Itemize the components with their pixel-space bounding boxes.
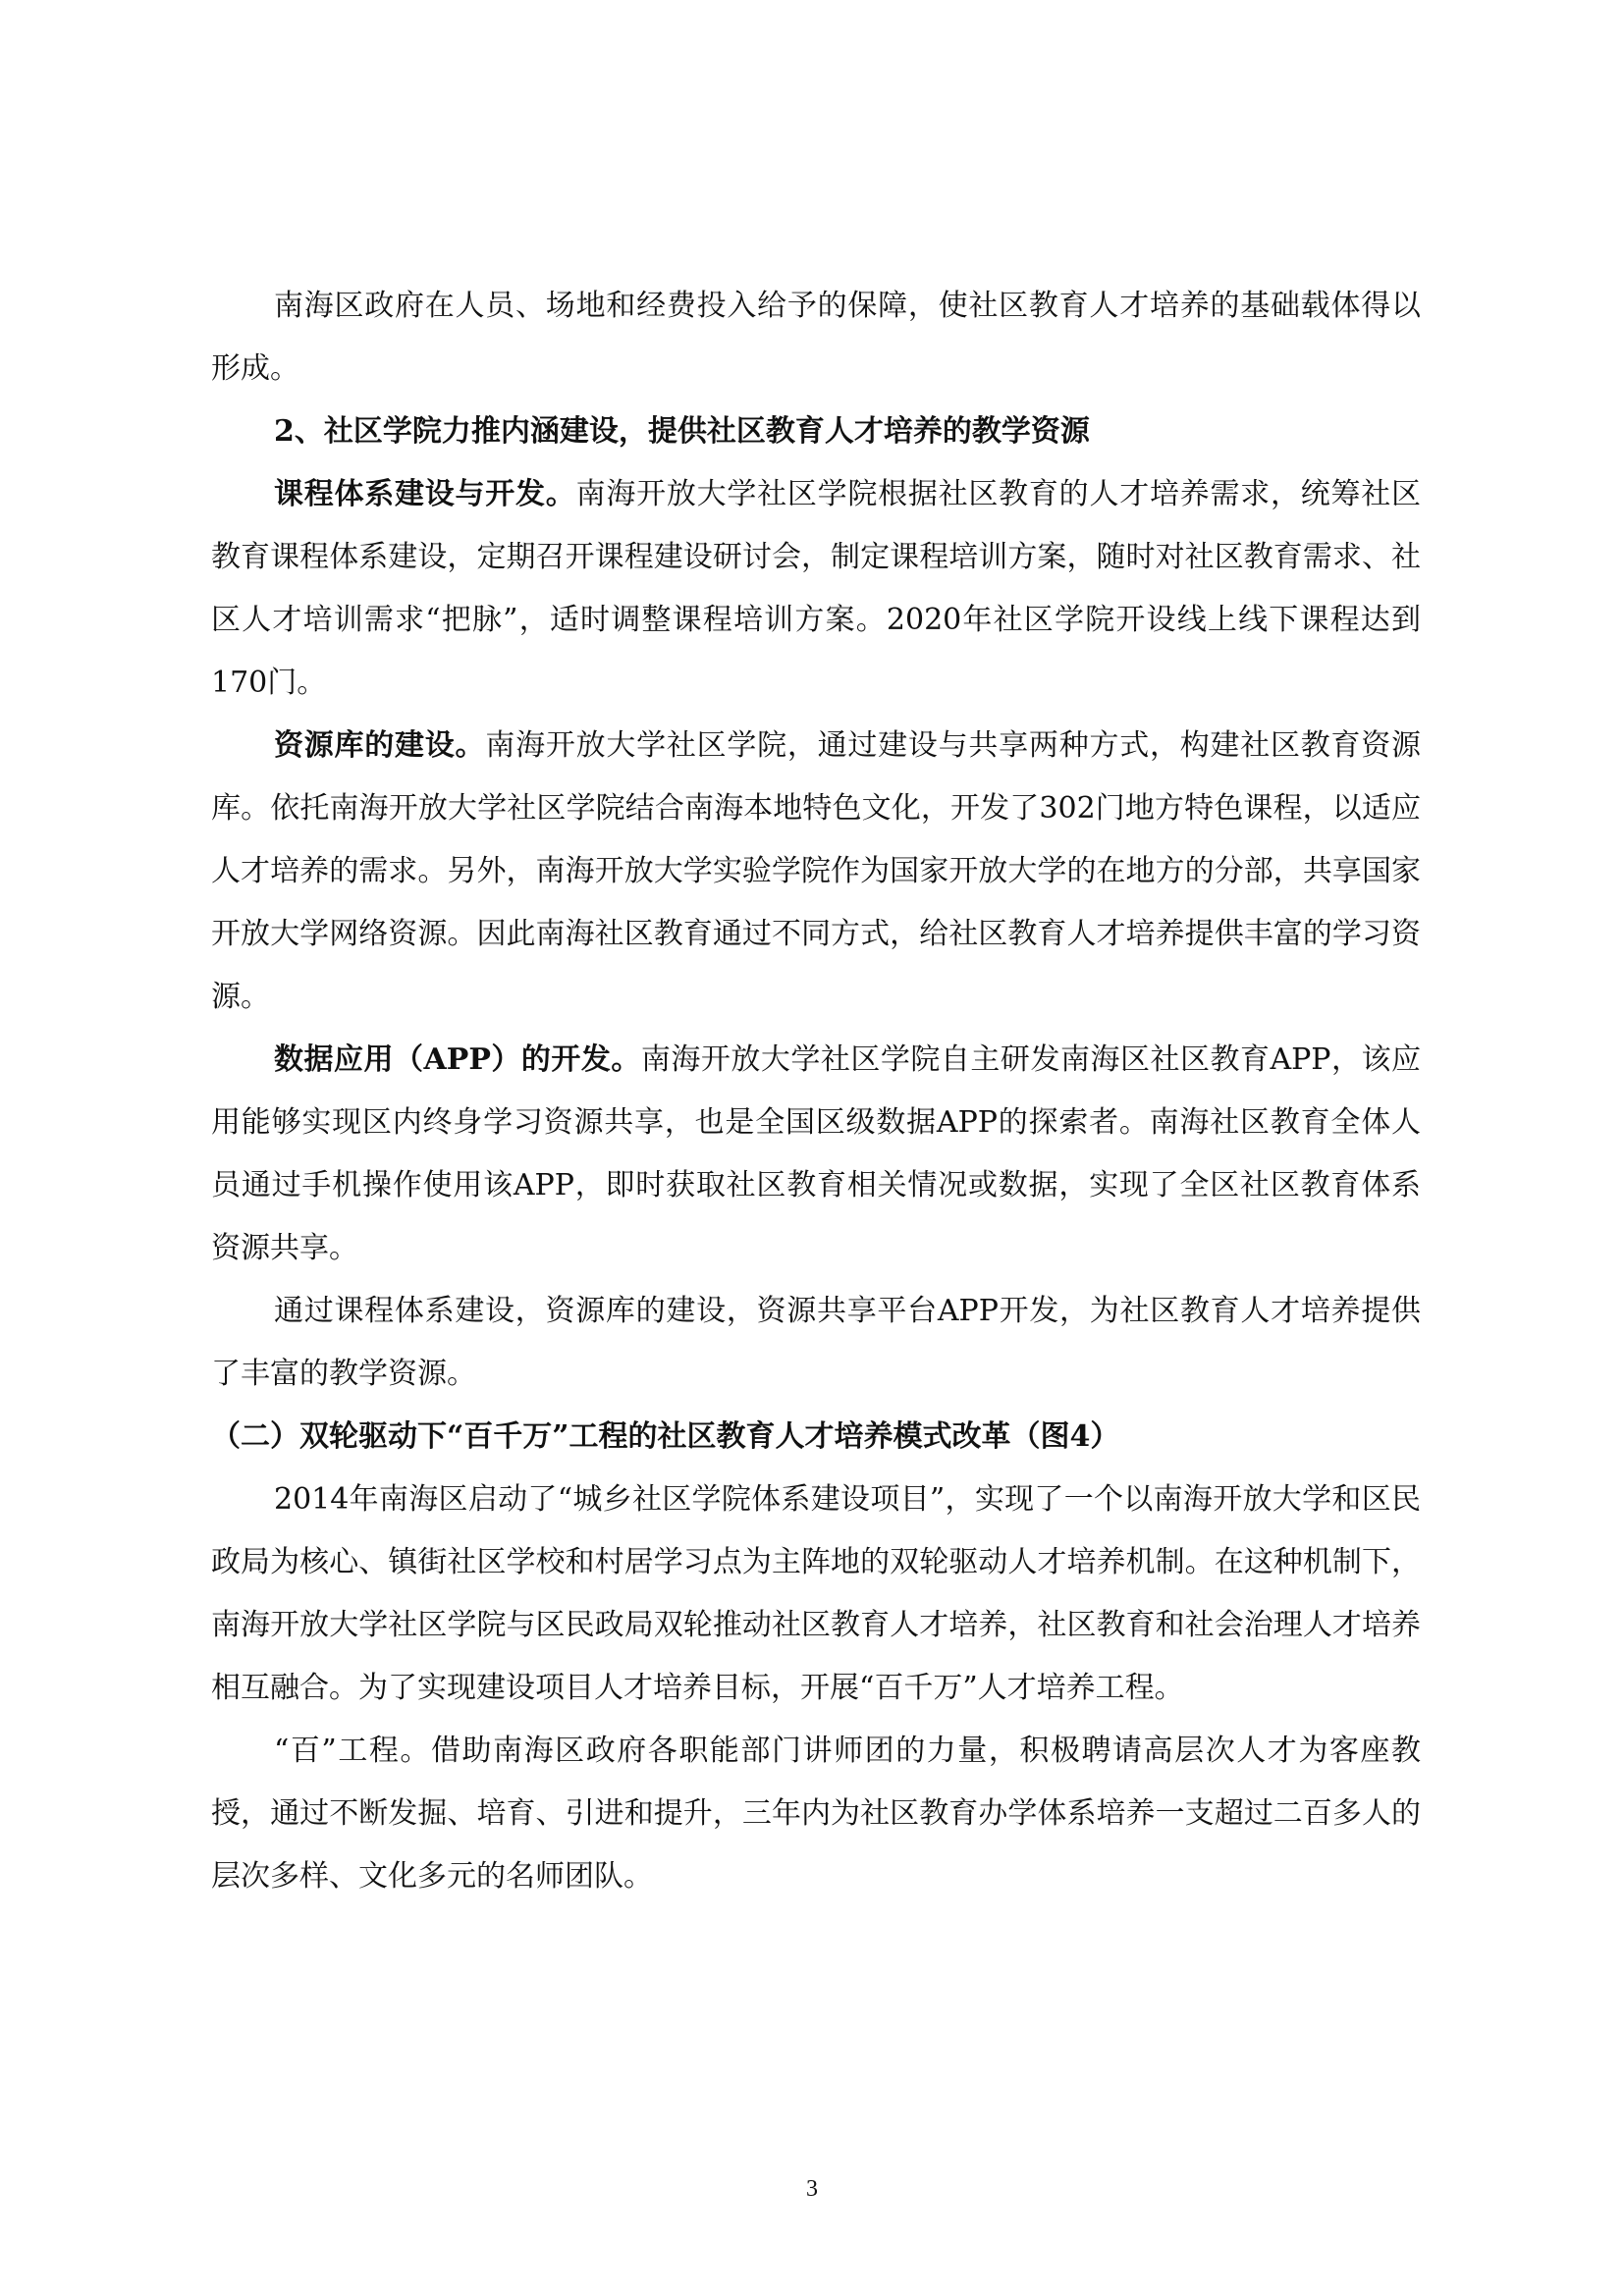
paragraph-government-support: 南海区政府在人员、场地和经费投入给予的保障，使社区教育人才培养的基础载体得以形成。 xyxy=(211,289,1421,386)
paragraph-lead-app-development: 数据应用（APP）的开发。 xyxy=(274,1042,641,1077)
paragraph-app-development xyxy=(211,1029,1421,1280)
paragraph-summary-resources: 通过课程体系建设，资源库的建设，资源共享平台APP开发，为社区教育人才培养提供了丰富的教学资源。 xyxy=(211,1294,1421,1391)
paragraph-lead-curriculum: 课程体系建设与开发。 xyxy=(274,477,576,511)
paragraph-body-resource-library: 南海开放大学社区学院，通过建设与共享两种方式，构建社区教育资源库。依托南海开放大学社区学院结合南海本地特色文化，开发了302门地方特色课程，以适应人才培养的需求。另外，南海开放大学实验学院作为国家开放大学的在地方的分部，共享国家开放大学网络资源。因此南海社区教育通过不同方式，给社区教育人才培养提供丰富的学习资源。 xyxy=(211,728,1422,1014)
paragraph-hundred-project: “百”工程。借助南海区政府各职能部门讲师团的力量，积极聘请高层次人才为客座教授，通过不断发掘、培育、引进和提升，三年内为社区教育办学体系培养一支超过二百多人的层次多样、文化多元的名师团队。 xyxy=(211,1734,1421,1894)
subheading-community-college: 2、社区学院力推内涵建设，提供社区教育人才培养的教学资源 xyxy=(274,414,1090,449)
page-number: 3 xyxy=(806,2176,818,2202)
section-heading-dual-wheel: （二）双轮驱动下“百千万”工程的社区教育人才培养模式改革（图4） xyxy=(211,1419,1120,1454)
paragraph-2014-project: 2014年南海区启动了“城乡社区学院体系建设项目”，实现了一个以南海开放大学和区民政局为核心、镇街社区学校和村居学习点为主阵地的双轮驱动人才培养机制。在这种机制下，南海开放大学社区学院与区民政局双轮推动社区教育人才培养，社区教育和社会治理人才培养相互融合。为了实现建设项目人才培养目标，开展“百千万”人才培养工程。 xyxy=(211,1482,1421,1705)
paragraph-lead-resource-library: 资源库的建设。 xyxy=(274,728,486,763)
paragraph-body-curriculum: 南海开放大学社区学院根据社区教育的人才培养需求，统筹社区教育课程体系建设，定期召开课程建设研讨会，制定课程培训方案，随时对社区教育需求、社区人才培训需求“把脉”，适时调整课程培训方案。2020年社区学院开设线上线下课程达到170门。 xyxy=(211,477,1422,700)
paragraph-curriculum xyxy=(211,463,1421,715)
paragraph-resource-library xyxy=(211,715,1421,1029)
document-body xyxy=(211,275,1421,1908)
paragraph-body-app-development: 南海开放大学社区学院自主研发南海区社区教育APP，该应用能够实现区内终身学习资源共享，也是全国区级数据APP的探索者。南海社区教育全体人员通过手机操作使用该APP，即时获取社区教育相关情况或数据，实现了全区社区教育体系资源共享。 xyxy=(211,1042,1421,1265)
